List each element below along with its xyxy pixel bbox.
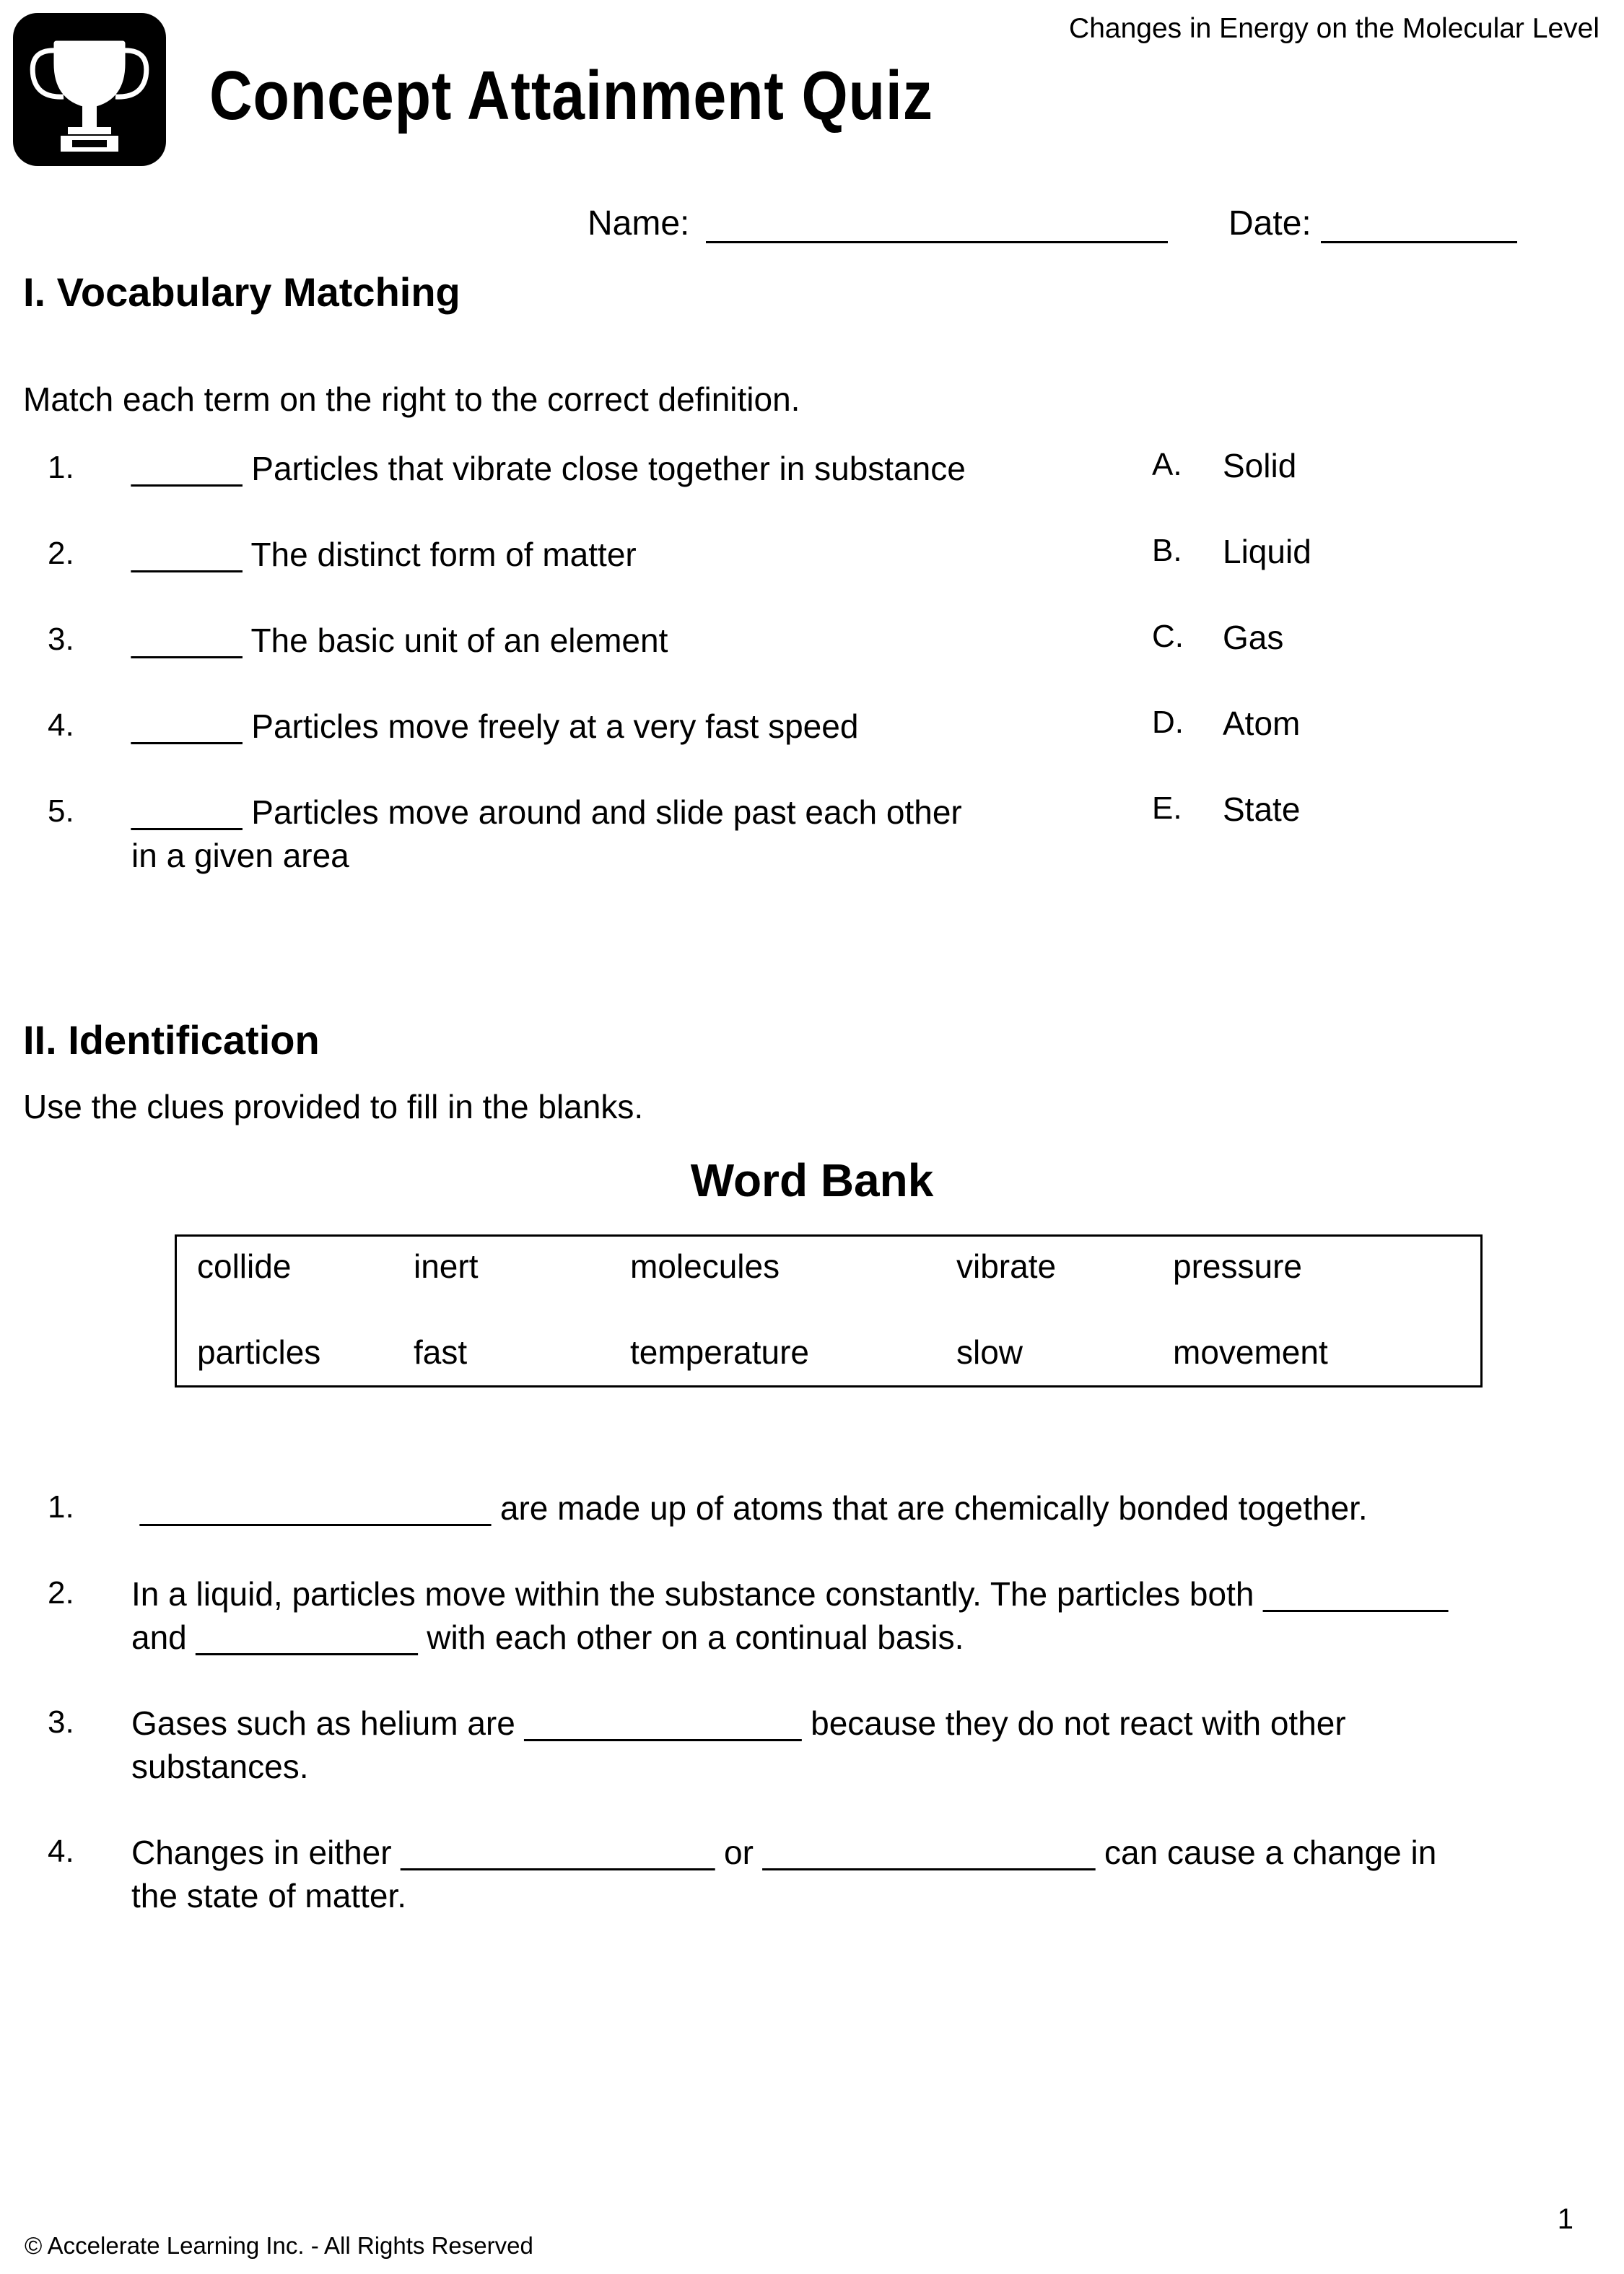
answer-term: Atom: [1223, 705, 1301, 742]
answer-term: Solid: [1223, 447, 1297, 484]
word-bank-title: Word Bank: [690, 1154, 934, 1206]
definition-text: Particles move freely at a very fast speed: [251, 707, 859, 745]
question-number: 1.: [48, 1489, 74, 1525]
word-bank-word: slow: [956, 1333, 1023, 1371]
definition-text: Particles move around and slide past each other: [251, 793, 962, 831]
question-number: 3.: [48, 622, 74, 657]
question-text-continuation: substances.: [131, 1748, 309, 1785]
trophy-logo: [13, 13, 166, 166]
answer-letter: C.: [1152, 619, 1184, 654]
question-text: Gases such as helium are _______________ because they do not react with other: [131, 1704, 1346, 1742]
question-number: 5.: [48, 793, 74, 829]
quiz-title: Concept Attainment Quiz: [209, 57, 933, 134]
question-number: 4.: [48, 1834, 74, 1869]
word-bank: [175, 1234, 1483, 1388]
question-text: ___________________ are made up of atoms that are chemically bonded together.: [140, 1489, 1368, 1527]
matching-item: [131, 618, 668, 663]
section1-instruction: Match each term on the right to the correct definition.: [23, 380, 800, 418]
answer-term: State: [1223, 790, 1301, 828]
question-text: Changes in either _________________ or __________________ can cause a change in: [131, 1834, 1437, 1871]
word-bank-word: inert: [414, 1247, 479, 1285]
word-bank-word: temperature: [630, 1333, 810, 1371]
word-bank-word: fast: [414, 1333, 468, 1371]
definition-text: Particles that vibrate close together in substance: [251, 450, 966, 487]
word-bank-word: molecules: [630, 1247, 780, 1285]
name-field[interactable]: [706, 206, 1168, 243]
answer-letter: A.: [1152, 447, 1182, 482]
answer-letter: E.: [1152, 790, 1182, 826]
trophy-icon: [13, 13, 166, 166]
question-number: 1.: [48, 450, 74, 485]
word-bank-word: particles: [197, 1333, 321, 1371]
section2-heading: II. Identification: [23, 1017, 320, 1063]
date-field[interactable]: [1321, 206, 1517, 243]
question-text-continuation: the state of matter.: [131, 1877, 406, 1914]
section1-heading: I. Vocabulary Matching: [23, 269, 460, 315]
name-label: Name:: [588, 204, 690, 243]
answer-blank[interactable]: ______: [131, 450, 243, 487]
date-label: Date:: [1228, 204, 1311, 243]
question-number: 2.: [48, 536, 74, 571]
section2-instruction: Use the clues provided to fill in the blanks.: [23, 1088, 644, 1125]
question-number: 2.: [48, 1575, 74, 1611]
answer-blank[interactable]: ______: [131, 707, 243, 745]
question-number: 4.: [48, 707, 74, 743]
matching-item: [131, 704, 858, 749]
question-text-continuation: and ____________ with each other on a continual basis.: [131, 1619, 964, 1656]
answer-blank[interactable]: ______: [131, 793, 243, 831]
matching-item: [131, 446, 966, 491]
definition-text: The basic unit of an element: [250, 622, 668, 659]
answer-term: Gas: [1223, 619, 1284, 656]
matching-item: [131, 532, 637, 577]
definition-text: The distinct form of matter: [250, 536, 637, 573]
definition-continuation: in a given area: [131, 837, 349, 874]
word-bank-word: pressure: [1173, 1247, 1302, 1285]
answer-letter: B.: [1152, 533, 1182, 568]
word-bank-word: collide: [197, 1247, 292, 1285]
word-bank-word: vibrate: [956, 1247, 1057, 1285]
page-number: 1: [1557, 2203, 1573, 2235]
word-bank-word: movement: [1173, 1333, 1328, 1371]
answer-letter: D.: [1152, 705, 1184, 740]
answer-term: Liquid: [1223, 533, 1311, 570]
copyright: © Accelerate Learning Inc. - All Rights Reserved: [25, 2232, 533, 2259]
unit-title: Changes in Energy on the Molecular Level: [1069, 13, 1599, 44]
question-text: In a liquid, particles move within the substance constantly. The particles both __________: [131, 1575, 1449, 1613]
question-number: 3.: [48, 1704, 74, 1740]
matching-item: [131, 790, 962, 835]
answer-blank[interactable]: ______: [131, 622, 243, 659]
answer-blank[interactable]: ______: [131, 536, 243, 573]
